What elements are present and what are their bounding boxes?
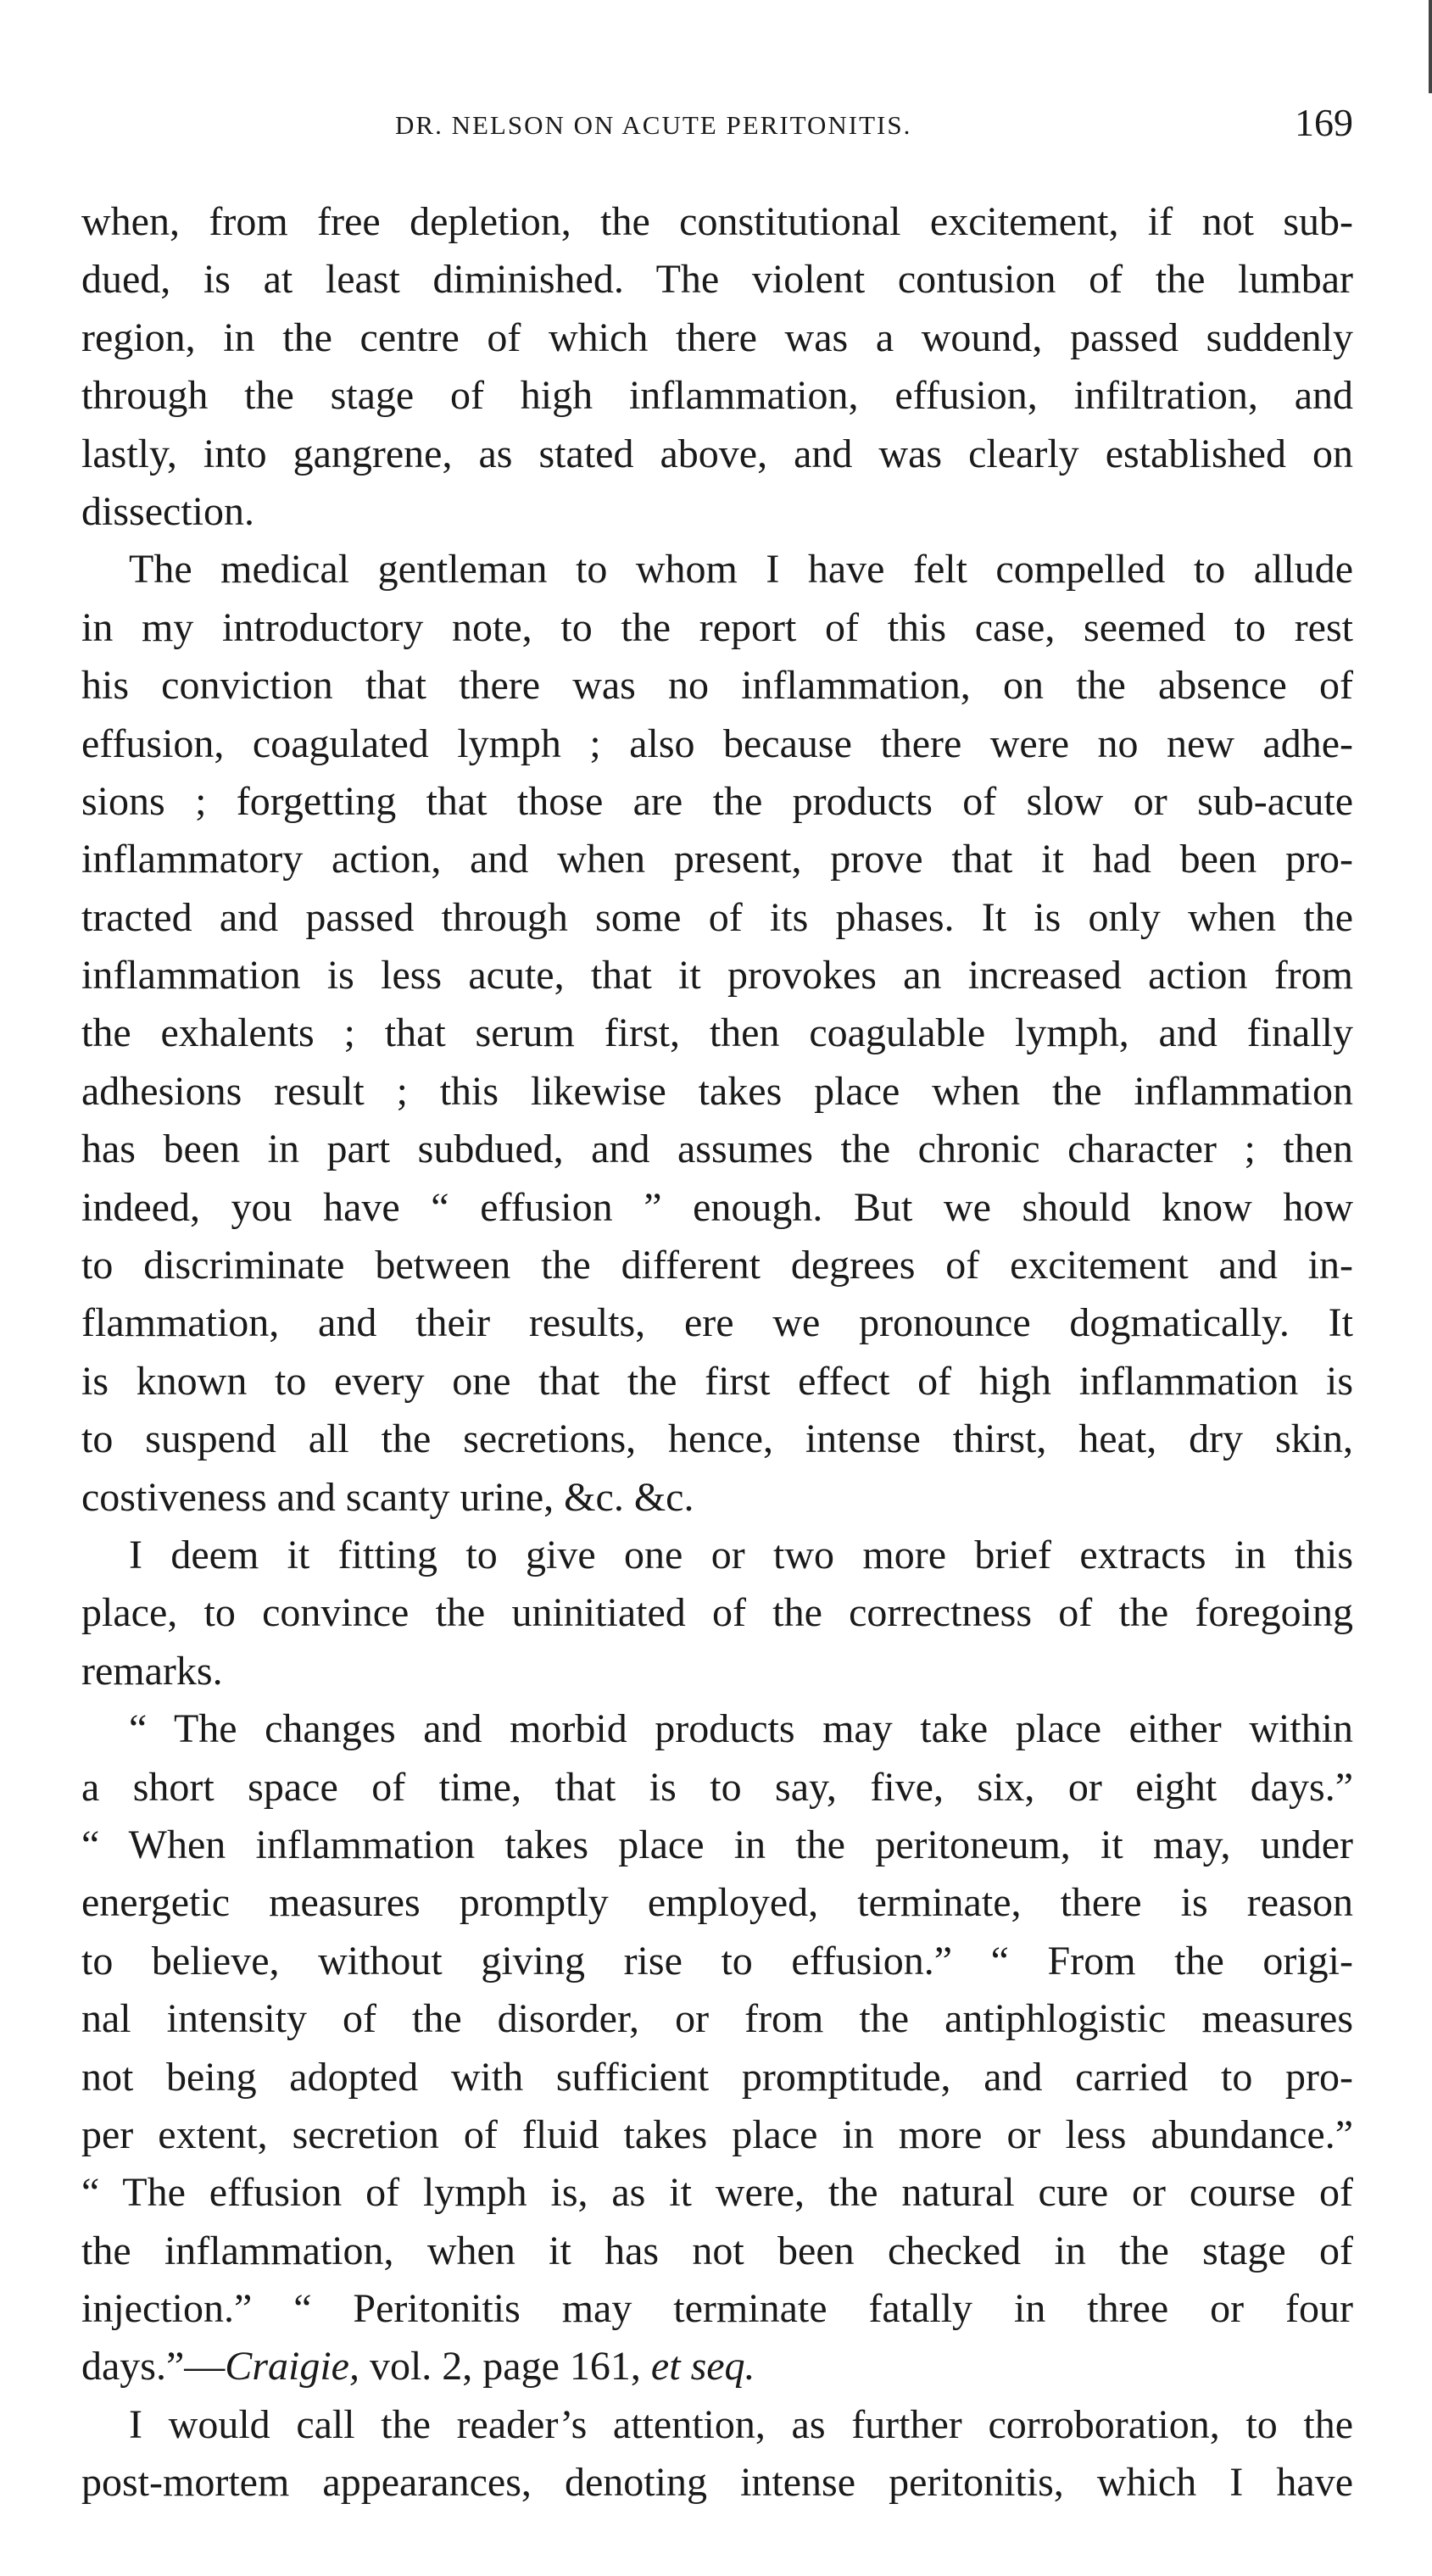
text-line: “ The effusion of lymph is, as it were, the natural cure or course of	[81, 2170, 1353, 2216]
text-line: injection.” “ Peritonitis may terminate fatally in three or four	[81, 2286, 1353, 2332]
text-line: adhesions result ; this likewise takes place when the inflammation	[81, 1068, 1353, 1114]
text-line: a short space of time, that is to say, five, six, or eight days.”	[81, 1764, 1353, 1810]
text-line: dued, is at least diminished. The violent contusion of the lumbar	[81, 257, 1353, 303]
text-line: inflammation is less acute, that it provokes an increased action from	[81, 953, 1353, 999]
text-line: I deem it fitting to give one or two more brief extracts in this	[129, 1532, 1353, 1577]
text-line: region, in the centre of which there was a wound, passed suddenly	[81, 314, 1353, 360]
paragraph	[81, 541, 1353, 1527]
paragraph	[81, 193, 1353, 541]
text-line: dissection.	[81, 488, 254, 534]
text-line: his conviction that there was no inflammation, on the absence of	[81, 663, 1353, 709]
text-line: when, from free depletion, the constitutional excitement, if not sub-	[81, 199, 1353, 244]
text-line: flammation, and their results, ere we pronounce dogmatically. It	[81, 1300, 1353, 1346]
citation-middle: vol. 2, page 161,	[359, 2344, 651, 2390]
running-head	[81, 95, 1353, 154]
text-line: has been in part subdued, and assumes the chronic character ; then	[81, 1127, 1353, 1172]
paragraph	[81, 2396, 1353, 2512]
text-line: “ The changes and morbid products may take place either within	[129, 1706, 1353, 1752]
text-line: indeed, you have “ effusion ” enough. But we should know how	[81, 1184, 1353, 1230]
text-line: the inflammation, when it has not been checked in the stage of	[81, 2228, 1353, 2273]
page-edge-rule	[1429, 0, 1432, 93]
text-line: to discriminate between the different degrees of excitement and in-	[81, 1243, 1353, 1288]
text-line: tracted and passed through some of its phases. It is only when the	[81, 894, 1353, 940]
running-head-title: DR. NELSON ON ACUTE PERITONITIS.	[395, 110, 912, 140]
text-line: to suspend all the secretions, hence, intense thirst, heat, dry skin,	[81, 1416, 1353, 1462]
text-line: the exhalents ; that serum first, then coagulable lymph, and finally	[81, 1010, 1353, 1056]
paragraph-quotations	[81, 1700, 1353, 2396]
text-line: lastly, into gangrene, as stated above, and was clearly established on	[81, 431, 1353, 476]
text-line: sions ; forgetting that those are the products of slow or sub-acute	[81, 778, 1353, 824]
text-line: remarks.	[81, 1648, 223, 1694]
text-line: The medical gentleman to whom I have felt compelled to allude	[129, 547, 1353, 593]
text-line: per extent, secretion of fluid takes place in more or less abundance.”	[81, 2111, 1353, 2157]
text-line: post-mortem appearances, denoting intense peritonitis, which I have	[81, 2460, 1353, 2506]
text-line: to believe, without giving rise to effusion.” “ From the origi-	[81, 1938, 1353, 1983]
page-number: 169	[1295, 101, 1353, 144]
citation-line	[81, 2338, 1353, 2395]
text-line: in my introductory note, to the report of this case, seemed to rest	[81, 604, 1353, 650]
citation-before: days.”—	[81, 2344, 226, 2390]
citation-author: Craigie,	[225, 2344, 359, 2390]
text-line: costiveness and scanty urine, &c. &c.	[81, 1474, 694, 1520]
text-line: energetic measures promptly employed, terminate, there is reason	[81, 1880, 1353, 1926]
text-line: I would call the reader’s attention, as further corroboration, to the	[129, 2401, 1353, 2447]
text-line: not being adopted with sufficient promptitude, and carried to pro-	[81, 2054, 1353, 2100]
text-line: through the stage of high inflammation, effusion, infiltration, and	[81, 373, 1353, 419]
text-line: nal intensity of the disorder, or from the antiphlogistic measures	[81, 1996, 1353, 2042]
paragraph	[81, 1527, 1353, 1700]
text-line: “ When inflammation takes place in the peritoneum, it may, under	[81, 1822, 1353, 1867]
text-line: is known to every one that the first effect of high inflammation is	[81, 1358, 1353, 1404]
text-line: effusion, coagulated lymph ; also because there were no new adhe-	[81, 721, 1353, 766]
body-text	[81, 193, 1353, 2512]
text-line: inflammatory action, and when present, prove that it had been pro-	[81, 837, 1353, 882]
text-line: place, to convince the uninitiated of the correctness of the foregoing	[81, 1590, 1353, 1636]
citation-et-seq: et seq.	[650, 2344, 755, 2390]
